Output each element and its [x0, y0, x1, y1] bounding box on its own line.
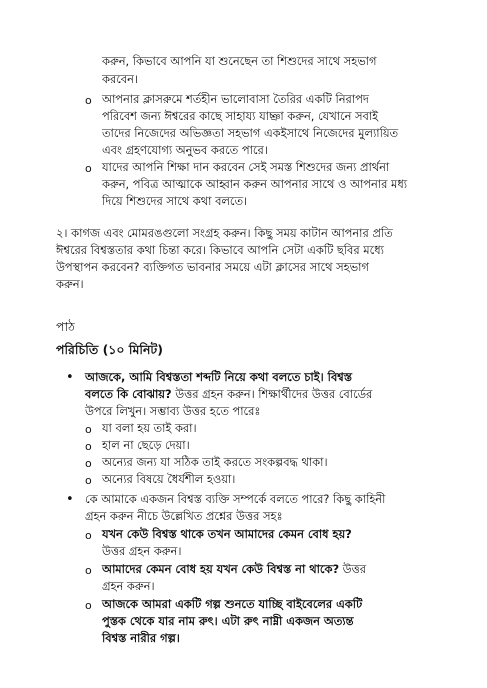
disc-bullet-icon: • — [66, 370, 74, 385]
text-line: এবং গ্রহণযোগ্য অনুভব করতে পারে। — [102, 143, 268, 157]
answer-item: হাল না ছেড়ে দেয়া। — [102, 438, 190, 452]
text-line — [102, 561, 366, 578]
text-line — [85, 386, 372, 403]
subsection-heading: পরিচিতি (১০ মিনিট) — [56, 342, 163, 357]
circle-bullet-icon: o — [85, 564, 92, 577]
text-line: উপরে লিখুন। সম্ভাব্য উত্তর হতে পারেঃ — [85, 404, 261, 418]
text-line: যাদের আপনি শিক্ষা দান করবেন সেই সমস্ত শিশুদের জন্য প্রার্থনা — [102, 160, 390, 174]
circle-bullet-icon: o — [85, 529, 92, 542]
text-line: উপস্থাপন করবেন? ব্যক্তিগত ভাবনার সময়ে এটা ক্লাসের সাথে সহভাগ — [56, 260, 369, 274]
disc-bullet-icon: • — [66, 492, 74, 507]
text-line: তাদের নিজেদের অভিজ্ঞতা সহভাগ একইসাথে নিজেদের মুল্যায়িত — [102, 126, 399, 140]
text-line: উত্তর গ্রহন করুন। — [102, 544, 182, 558]
text-line: কে আমাকে একজন বিশ্বস্ত ব্যক্তি সম্পর্কে বলতে পারে? কিছু কাহিনী — [85, 492, 386, 506]
circle-bullet-icon: o — [85, 162, 92, 175]
text-line: আপনার ক্লাসরুমে শর্তহীন ভালোবাসা তৈরির একটি নিরাপদ — [102, 92, 369, 106]
answer-item: অন্যের বিষয়ে ধৈর্যশীল হওয়া। — [102, 472, 236, 486]
text-line: আজকে আমরা একটি গল্প শুনতে যাচ্ছি বাইবেলের একটি — [102, 597, 363, 611]
text-line: বিশ্বস্ত নারীর গল্প। — [102, 631, 180, 645]
question-bold: আমাদের কেমন বোধ হয় যখন কেউ বিশ্বস্ত না থাকে? — [102, 562, 340, 576]
text-line: গ্রহন করুন নীচে উল্লেখিত প্রশ্নের উত্তর সহঃ — [85, 509, 283, 523]
text-line: দিয়ে শিশুদের সাথে কথা বলতে। — [102, 194, 248, 208]
text-line: পুস্তক থেকে যার নাম রুৎ। এটা রুৎ নাম্নী একজন অত্যন্ত — [102, 614, 354, 628]
text-line: আজকে, আমি বিশ্বস্ততা শব্দটি নিয়ে কথা বলতে চাই। বিশ্বস্ত — [85, 370, 352, 384]
circle-bullet-icon: o — [85, 423, 92, 436]
question-bold: যখন কেউ বিশ্বস্ত থাকে তখন আমাদের কেমন বোধ হয়? — [102, 527, 352, 541]
circle-bullet-icon: o — [85, 440, 92, 453]
circle-bullet-icon: o — [85, 474, 92, 487]
text-line: গ্রহন করুন। — [102, 579, 155, 593]
bold-phrase: বলতে কি বোঝায়? — [85, 387, 172, 401]
text-line: করবেন। — [102, 72, 139, 86]
text-line: করুন। — [56, 277, 84, 291]
circle-bullet-icon: o — [85, 94, 92, 107]
answer-item: অন্যের জন্য যা সঠিক তাই করতে সংকল্পবদ্ধ থাকা। — [102, 455, 328, 469]
circle-bullet-icon: o — [85, 599, 92, 612]
plain-phrase: উত্তর গ্রহন করুন। শিক্ষার্থীদের উত্তর বোর্ডের — [171, 387, 373, 401]
text-line: ঈশ্বরের বিশ্বস্ততার কথা চিন্তা করে। কিভাবে আপনি সেটা একটি ছবির মধ্যে — [56, 243, 384, 257]
plain-phrase: উত্তর — [339, 562, 366, 576]
answer-item: যা বলা হয় তাই করা। — [102, 421, 197, 435]
text-line: পরিবেশ জন্য ঈশ্বরের কাছে সাহায্য যাচ্ঞা করুন, যেখানে সবাই — [102, 109, 379, 123]
text-line: করুন, পবিত্র আত্মাকে আহ্বান করুন আপনার সাথে ও আপনার মধ্য — [102, 177, 408, 191]
text-line: করুন, কিভাবে আপনি যা শুনেছেন তা শিশুদের সাথে সহভাগ — [102, 54, 377, 68]
circle-bullet-icon: o — [85, 457, 92, 470]
text-line: ২। কাগজ এবং মোমরঙগুলো সংগ্রহ করুন। কিছু সময় কাটান আপনার প্রতি — [56, 226, 393, 240]
section-heading: পাঠ — [56, 319, 75, 334]
